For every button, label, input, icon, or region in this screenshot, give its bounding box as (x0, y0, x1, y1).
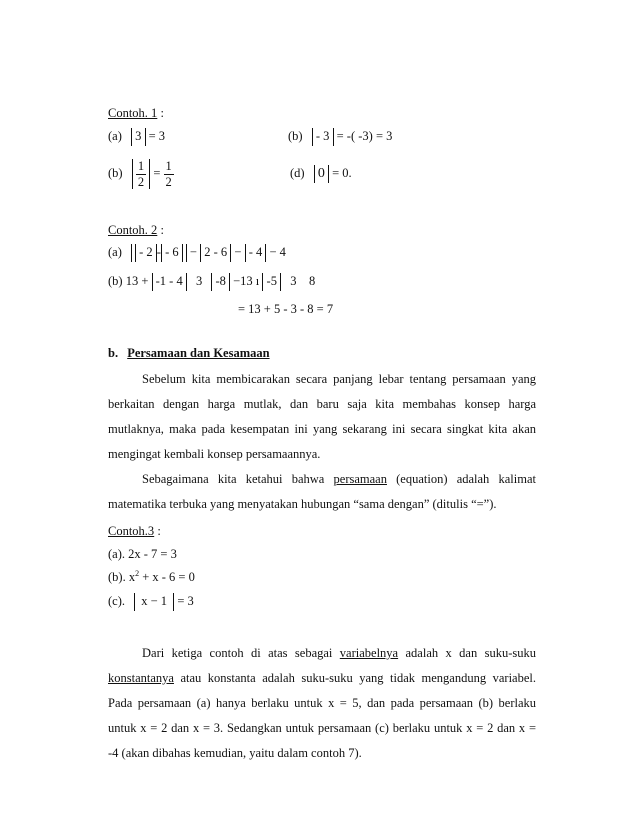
fraction (164, 160, 174, 189)
abs-bar (245, 244, 246, 262)
term: 3 (195, 274, 203, 288)
abs-content: - 4 (248, 245, 263, 259)
text: (b). x (108, 570, 136, 584)
section-label: b. (108, 346, 119, 360)
result: = 3 (177, 594, 194, 608)
contoh1-heading-row (108, 105, 164, 121)
text: Sebagaimana kita ketahui bahwa (142, 472, 334, 486)
abs-content: 2 - 6 (204, 245, 228, 259)
result: = 13 + 5 - 3 - 8 = 7 (238, 302, 334, 316)
contoh3-colon: : (157, 524, 161, 538)
abs-content: 3 (135, 129, 142, 143)
abs-bar (200, 244, 201, 262)
abs-bar (312, 128, 313, 146)
abs-content: -8 (215, 274, 226, 288)
minus: − (189, 245, 197, 259)
contoh1-colon: : (160, 106, 164, 120)
abs-bar (135, 244, 136, 262)
contoh3-item-a: (a). 2x - 7 = 3 (108, 547, 177, 561)
minus: - (156, 245, 161, 259)
minus: − (234, 245, 242, 259)
contoh2-item-b (108, 273, 315, 291)
abs-bar (149, 159, 150, 189)
text: (equation) adalah kalimat matematika terbuka yang menyatakan hubungan “sama dengan” (ditulis “=”). (108, 472, 536, 511)
contoh1-item-b (288, 128, 392, 146)
abs-content: - 6 (165, 245, 179, 259)
abs-bar (134, 593, 135, 611)
text: atau konstanta adalah suku-suku yang tidak mengandung variabel. Pada persamaan (a) hanya berlaku untuk x = 5, dan pada persamaan (b) berlaku untuk x = 2 dan x = 3. Sedangkan untuk persamaan (c) berlaku untuk x = 2 dan x = -4 (akan dibahas kemudian, yaitu dalam contoh 7). (108, 671, 536, 760)
numerator: 1 (137, 158, 145, 173)
abs-bar (173, 593, 174, 611)
abs-bar (186, 273, 187, 291)
result: = 0. (332, 166, 352, 180)
contoh3-heading-row (108, 523, 161, 539)
text: adalah x dan suku-suku (398, 646, 536, 660)
result: 4 (279, 245, 286, 259)
abs-content: x − 1 (141, 594, 168, 608)
abs-bar (211, 273, 212, 291)
paragraph-closing (108, 641, 536, 766)
item-label: (b) 13 + (108, 274, 149, 288)
item-label: (c). (108, 594, 125, 608)
section-heading (108, 345, 270, 361)
term-persamaan: persamaan (333, 472, 387, 486)
paragraph-intro: Sebelum kita membicarakan secara panjang lebar tentang persamaan yang berkaitan dengan harga mutlak, dan baru saja kita membahas konsep harga mutlaknya, maka pada kesempatan ini yang sekarang ini secara singkat kita akan mengingat kembali konsep persamaannya. (108, 372, 536, 461)
contoh2-item-a (108, 244, 286, 262)
abs-content: - 2 (139, 245, 153, 259)
item-label: (a) (108, 245, 122, 259)
abs-content: 0 (317, 166, 325, 181)
abs-bar (280, 273, 281, 291)
contoh3-item-b (108, 569, 195, 585)
contoh3-item-c (108, 593, 194, 611)
exponent: 2 (135, 569, 140, 578)
abs-bar (328, 165, 329, 183)
item-label: (b) (108, 166, 123, 180)
abs-bar (131, 244, 132, 262)
result: = -( -3) = 3 (336, 129, 393, 143)
abs-bar (182, 244, 183, 262)
contoh1-heading: Contoh. 1 (108, 106, 158, 120)
abs-bar (230, 244, 231, 262)
contoh2-heading-row (108, 222, 164, 238)
term-variabel: variabelnya (339, 646, 399, 660)
abs-bar (131, 128, 132, 146)
abs-bar (145, 128, 146, 146)
contoh1-item-a (108, 128, 165, 146)
contoh3-heading: Contoh.3 (108, 524, 155, 538)
abs-bar (186, 244, 187, 262)
abs-bar (314, 165, 315, 183)
abs-bar (152, 273, 153, 291)
text: + x - 6 = 0 (139, 570, 195, 584)
item-label: (a) (108, 129, 122, 143)
abs-content: - 3 (315, 129, 330, 143)
term-konstanta: konstantanya (108, 671, 174, 685)
contoh2-heading: Contoh. 2 (108, 223, 158, 237)
contoh2-item-b-line2 (238, 301, 333, 317)
abs-content: -5 (266, 274, 277, 288)
result: = 3 (148, 129, 166, 143)
term: 3 8 (290, 274, 316, 288)
item-label: (d) (290, 166, 305, 180)
fraction (136, 160, 146, 189)
term: −13 ı (233, 274, 260, 288)
minus: − (269, 245, 277, 259)
abs-bar (333, 128, 334, 146)
abs-bar (132, 159, 133, 189)
contoh1-item-d (290, 165, 352, 183)
equals: = (153, 166, 161, 180)
numerator: 1 (165, 158, 172, 173)
abs-bar (265, 244, 266, 262)
section-title: Persamaan dan Kesamaan (127, 346, 270, 360)
abs-bar (262, 273, 263, 291)
paragraph-definition (108, 467, 536, 517)
abs-bar (229, 273, 230, 291)
contoh2-colon: : (160, 223, 164, 237)
denominator: 2 (137, 174, 145, 189)
item-label: (b) (288, 129, 303, 143)
abs-bar (161, 244, 162, 262)
text: Dari ketiga contoh di atas sebagai (142, 646, 340, 660)
contoh1-item-b-fraction (108, 157, 174, 189)
abs-content: -1 - 4 (155, 274, 183, 288)
denominator: 2 (165, 174, 172, 189)
